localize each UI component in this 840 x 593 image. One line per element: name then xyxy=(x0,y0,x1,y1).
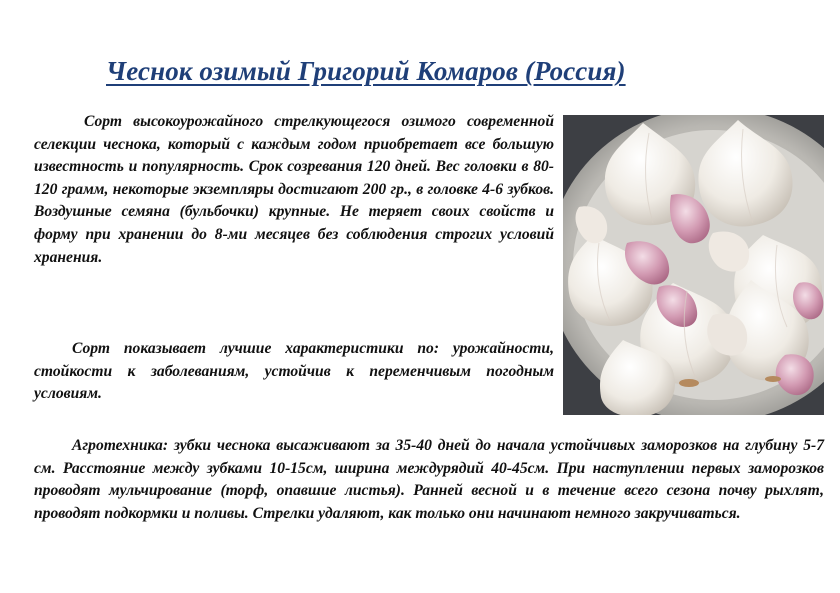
characteristics-paragraph: Сорт показывает лучшие характеристики по: урожайности, стойкости к заболеваниям, устойчив к переменчивым погодным условиям. xyxy=(34,340,554,403)
description-paragraph: Сорт высокоурожайного стрелкующегося озимого современной селекции чеснока, который с каждым годом приобретает все большую известность и популярность. Срок созревания 120 дней. Вес головки в 80-120 грамм, некоторые экземпляры достигают 200 гр., в головке 4-6 зубков. Воздушные семяна (бульбочки) крупные. Не теряет своих свойств и форму при хранении до 8-ми месяцев без соблюдения строгих условий хранения. xyxy=(34,113,554,266)
garlic-photo xyxy=(563,115,824,415)
agrotechnics-paragraph: Агротехника: зубки чеснока высаживают за 35-40 дней до начала устойчивых заморозков на глубину 5-7 см. Расстояние между зубками 10-15см, ширина междурядий 40-45см. При наступлении первых заморозков проводят мульчирование (торф, опавшие листья). Ранней весной и в течение всего сезона почву рыхлят, проводят подкормки и поливы. Стрелки удаляют, как только они начинают немного закручиваться. xyxy=(34,437,824,522)
page-title: Чеснок озимый Григорий Комаров (Россия) xyxy=(106,56,626,86)
garlic-bowl-illustration xyxy=(563,115,824,415)
